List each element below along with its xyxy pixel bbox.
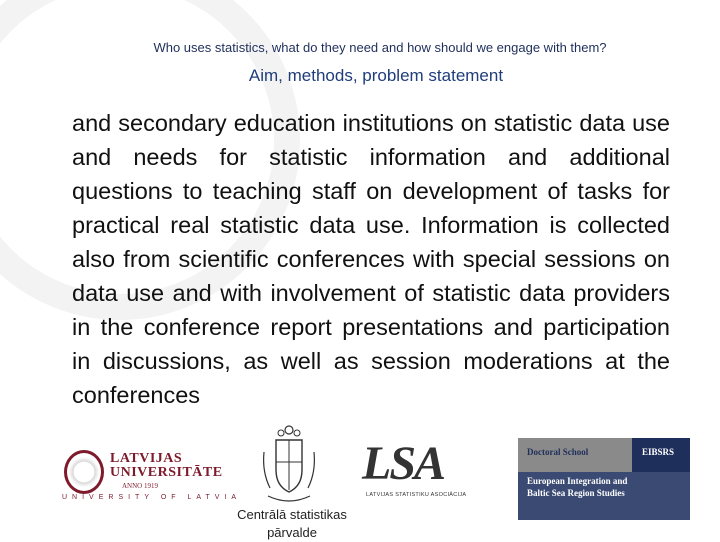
slide-subtitle: Aim, methods, problem statement [248, 66, 504, 85]
csb-name [228, 506, 356, 542]
university-name [110, 452, 223, 480]
lsa-logo [362, 438, 486, 502]
eibsrs-label: EIBSRS [632, 438, 690, 472]
slide-title: Who uses statistics, what do they need and how should we engage with them? [153, 40, 607, 55]
program-line1: European Integration and [527, 476, 628, 486]
program-line2: Baltic Sea Region Studies [527, 488, 625, 498]
university-anno: ANNO 1919 [122, 482, 158, 490]
university-name-line2: UNIVERSITĀTE [110, 465, 223, 480]
body-paragraph: and secondary education institutions on statistic data use and needs for statistic information and additional questions to teaching staff on development of tasks for practical real statistic data use. Information is collected also from scientific conferences with special sessions on data use and with involvement of statistic data providers in the conference report presentations and participation in discussions, as well as session moderations at the conferences [72, 110, 670, 408]
lsa-mark: LSA [362, 437, 445, 490]
doctoral-school-label: Doctoral School [527, 447, 589, 457]
university-subtitle: UNIVERSITY OF LATVIA [62, 494, 242, 501]
doctoral-school-logo [518, 438, 690, 520]
lsa-subtitle: LATVIJAS STATISTIKU ASOCIĀCIJA [366, 492, 467, 498]
csb-name-line1: Centrālā statistikas [237, 507, 347, 522]
university-name-line1: LATVIJAS [110, 451, 183, 466]
doctoral-program-name [518, 472, 690, 520]
central-statistical-bureau-logo [228, 422, 368, 540]
coat-of-arms-icon [258, 422, 320, 506]
university-of-latvia-logo [62, 446, 242, 502]
csb-name-line2: pārvalde [267, 525, 317, 540]
university-crest-icon [64, 450, 104, 494]
